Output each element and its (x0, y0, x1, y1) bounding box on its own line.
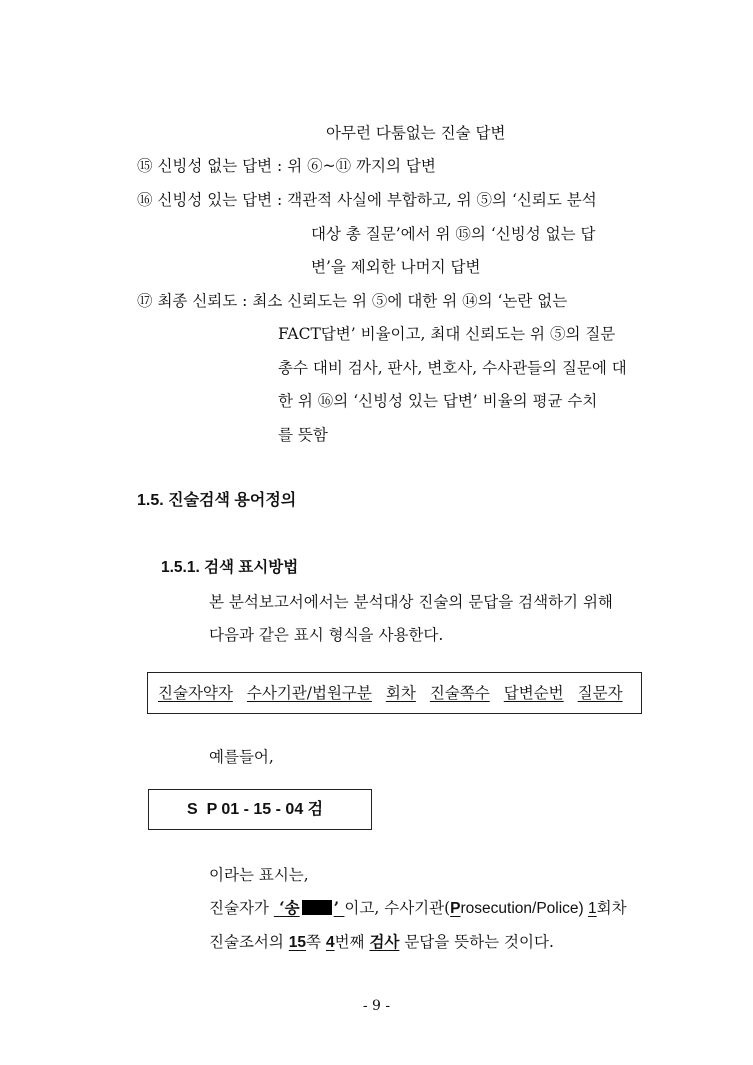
item-17-line-3: 총수 대비 검사, 판사, 변호사, 수사관들의 질문에 대 (278, 359, 627, 377)
item-16-line-1: 객관적 사실에 부합하고, 위 ⑤의 ‘신뢰도 분석 (287, 191, 597, 209)
item-15 (137, 155, 436, 177)
item-17-number: ⑰ (137, 292, 153, 310)
speaker-name: ‘송 ’ (279, 898, 340, 917)
item-15-number: ⑮ (137, 157, 153, 175)
explain-line-2: 진술조서의 15쪽 4번째 검사 문답을 뜻하는 것이다. (209, 932, 554, 951)
item-17-line-4: 한 위 ⑯의 ‘신빙성 있는 답변’ 비율의 평균 수치 (278, 392, 598, 410)
questioner-ref: 검사 (369, 932, 400, 951)
item-16-number: ⑯ (137, 191, 153, 209)
redaction-box (302, 900, 332, 915)
example-intro: 예를들어, (209, 748, 274, 766)
format-field-session: 회차 (385, 684, 416, 702)
item-16-line-3: 변’을 제외한 나머지 답변 (311, 258, 481, 276)
section-heading: 1.5. 진술검색 용어정의 (137, 492, 297, 509)
format-box (147, 672, 642, 714)
format-field-speaker: 진술자약자 (158, 684, 233, 702)
format-fields (158, 682, 623, 704)
explain-line-1: 진술자가 ‘송 ’ 이고, 수사기관(Prosecution/Police) 1회차 (209, 898, 627, 917)
example-code-box (148, 789, 372, 830)
answer-number-ref: 4 (325, 934, 335, 951)
item-17-line-5: 를 뜻함 (278, 426, 328, 444)
format-field-page: 진술쪽수 (429, 684, 490, 702)
item-16 (137, 189, 597, 211)
format-field-questioner: 질문자 (577, 684, 623, 702)
page-number: - 9 - (362, 998, 391, 1014)
subsection-heading: 1.5.1. 검색 표시방법 (161, 559, 299, 576)
item-17-line-1: 최소 신뢰도는 위 ⑤에 대한 위 ⑭의 ‘논란 없는 (252, 292, 568, 310)
p-letter: P (450, 900, 461, 917)
continuation-line: 아무런 다툼없는 진술 답변 (326, 124, 506, 142)
item-17-line-2: FACT답변’ 비율이고, 최대 신뢰도는 위 ⑤의 질문 (278, 325, 616, 343)
item-17-label: 최종 신뢰도 : (157, 292, 248, 310)
item-16-label: 신빙성 있는 답변 : (157, 191, 283, 209)
example-code: S P 01 - 15 - 04 검 (187, 801, 324, 818)
session-number: 1 (588, 900, 597, 917)
result-intro: 이라는 표시는, (209, 866, 309, 884)
format-field-answer-no: 답변순번 (503, 684, 564, 702)
item-17 (137, 290, 567, 312)
item-15-text: 위 ⑥~⑪ 까지의 답변 (287, 157, 436, 175)
intro-line-2: 다음과 같은 표시 형식을 사용한다. (209, 626, 444, 644)
page-number-ref: 15 (288, 934, 307, 951)
item-16-line-2: 대상 총 질문’에서 위 ⑮의 ‘신빙성 없는 답 (311, 225, 596, 243)
format-field-agency: 수사기관/법원구분 (246, 684, 372, 702)
item-15-label: 신빙성 없는 답변 : (157, 157, 283, 175)
intro-line-1: 본 분석보고서에서는 분석대상 진술의 문답을 검색하기 위해 (209, 593, 613, 611)
